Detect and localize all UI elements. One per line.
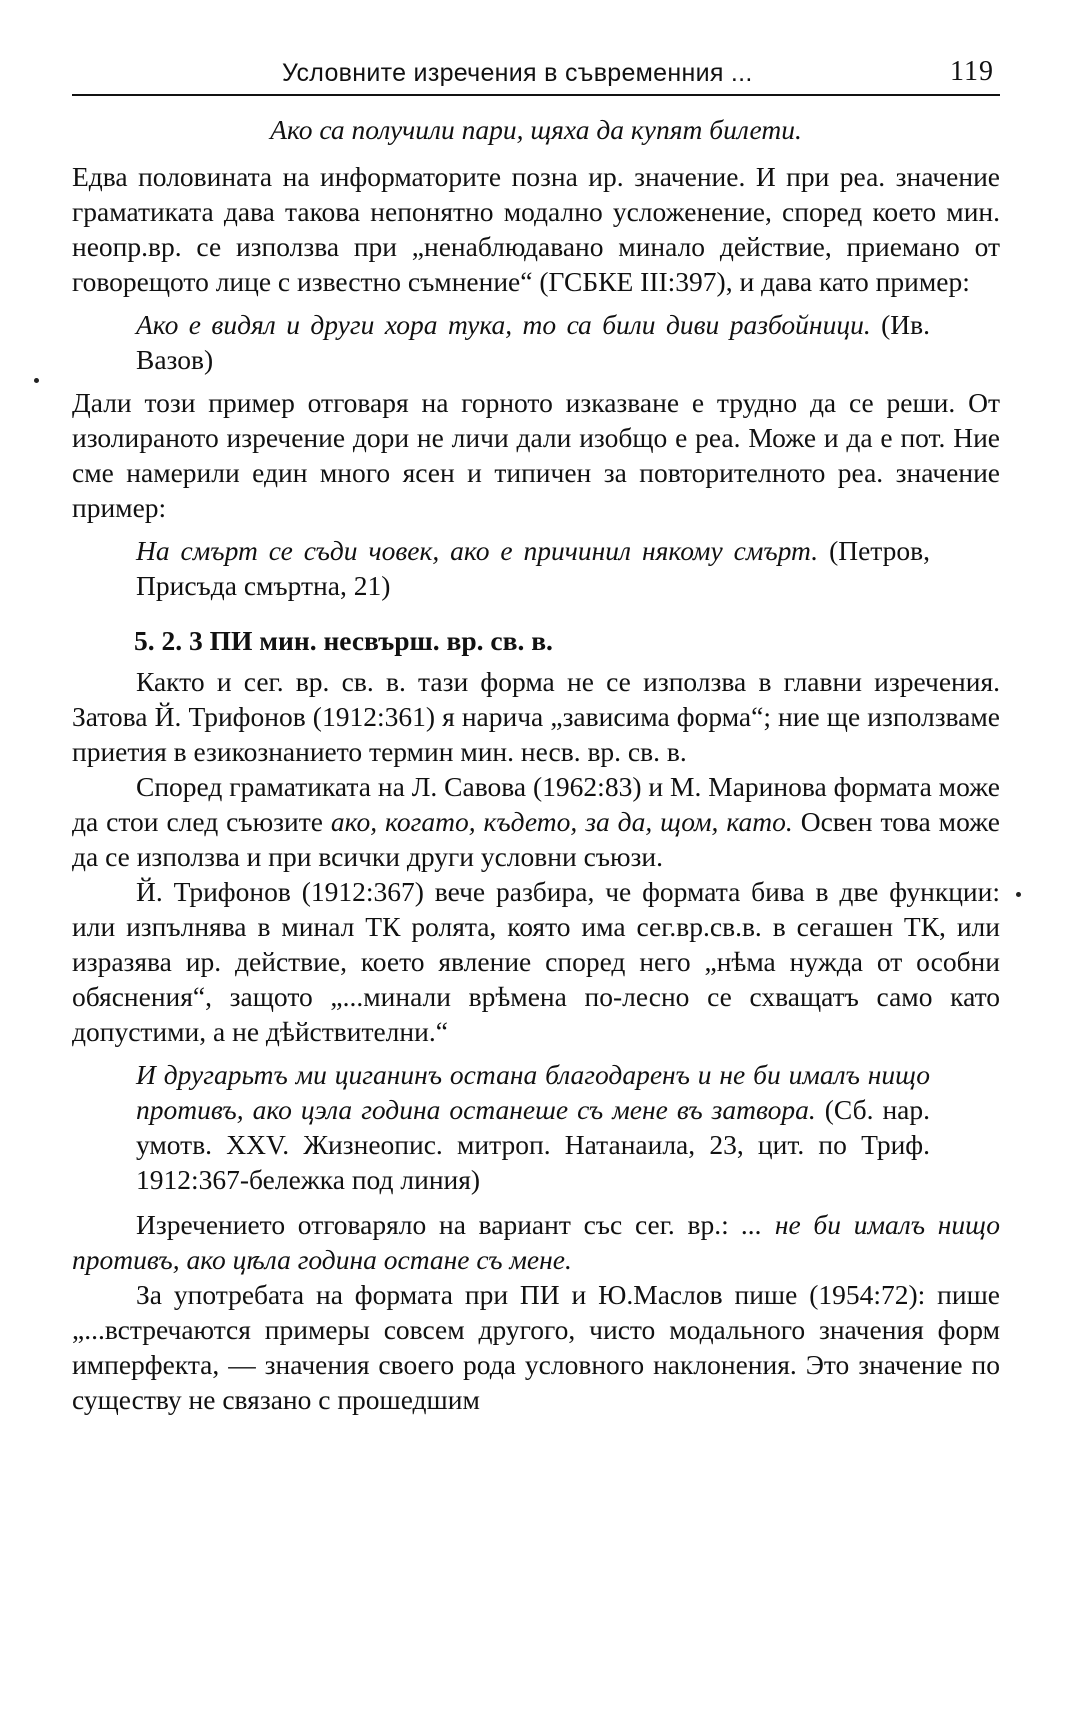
page-number: 119 [950, 56, 994, 87]
example-2-source: (Ив. Вазов) [136, 309, 930, 375]
running-header-title: Условните изречения в съвременния ... [282, 59, 753, 87]
paragraph-6-before: Изречението отговаряло на вариант със сег. вр.: [136, 1209, 742, 1240]
body-text [72, 112, 1000, 1417]
example-sentence-4 [136, 1057, 930, 1197]
example-3-source: (Петров, Присъда смъртна, 21) [136, 535, 930, 601]
scan-speck [34, 378, 39, 383]
scan-speck [1016, 892, 1021, 897]
paragraph-4 [72, 769, 1000, 874]
paragraph-3: Както и сег. вр. св. в. тази форма не се използва в главни изречения. Затова Й. Трифонов (1912:361) я нарича „зависима форма“; ние ще използваме приетия в езикознанието термин мин. несв. вр. св. в. [72, 666, 1000, 767]
paragraph-2: Дали този пример отговаря на горното изказване е трудно да се реши. От изолираното изречение дори не личи дали изобщо е реа. Може и да е пот. Ние сме намерили един много ясен и типичен за повторителното реа. значение пример: [72, 387, 1000, 523]
paragraph-1: Едва половината на информаторите позна ир. значение. И при реа. значение граматиката дава такова непонятно модално усложенение, според което мин. неопр.вр. се използва при „ненаблюдавано минало действие, приемано от говорещото лице с известно съмнение“ (ГСБКЕ III:397), и дава като пример: [72, 161, 1000, 297]
example-3-text: На смърт се съди човек, ако е причинил някому смърт. [136, 535, 819, 566]
paragraph-4-conjunctions: ако, когато, където, за да, щом, като. [330, 806, 793, 837]
example-4-source: (Сб. нар. умотв. XXV. Жизнеопис. митроп. Натанаила, 23, цит. по Триф. 1912:367-бележка под линия) [136, 1094, 930, 1195]
page [72, 52, 1000, 1417]
example-sentence-3 [136, 533, 930, 603]
example-4-text: И другарьтъ ми циганинъ остана благодаренъ и не би ималъ нищо противъ, ако цэла година останеше съ мене въ затвора. [136, 1059, 930, 1125]
section-heading: 5. 2. 3 ПИ мин. несвърш. вр. св. в. [134, 625, 553, 656]
running-header [72, 52, 1000, 96]
example-2-text: Ако е видял и други хора тука, то са били диви разбойници. [136, 309, 871, 340]
paragraph-4-before: Според граматиката на Л. Савова (1962:83) и М. Маринова формата може да стои след съюзите [72, 771, 1000, 837]
paragraph-5: Й. Трифонов (1912:367) вече разбира, че формата бива в две функции: или изпълнява в минал ТК ролята, която има сег.вр.св.в. в сегашен ТК, или изразява ир. действие, което явление според него „нѣма нужда от особни обяснения“, защото „...минали врѣмена по-лесно се схващатъ само като допустими, а не дѣйствителни.“ [72, 876, 1000, 1047]
example-sentence-1: Ако са получили пари, щяха да купят билети. [270, 114, 802, 145]
paragraph-7: За употребата на формата при ПИ и Ю.Маслов пише (1954:72): пише „...встречаются примеры совсем другого, чисто модального значения форм имперфекта, — значения своего рода условного наклонения. Это значение по существу не связано с прошедшим [72, 1279, 1000, 1415]
paragraph-6-example: ... не би ималъ нищо противъ, ако цѣла година остане съ мене. [72, 1209, 1000, 1275]
example-sentence-2 [136, 307, 930, 377]
paragraph-4-after: Освен това може да се използва и при всички други условни съюзи. [72, 806, 1000, 872]
paragraph-6 [72, 1207, 1000, 1277]
